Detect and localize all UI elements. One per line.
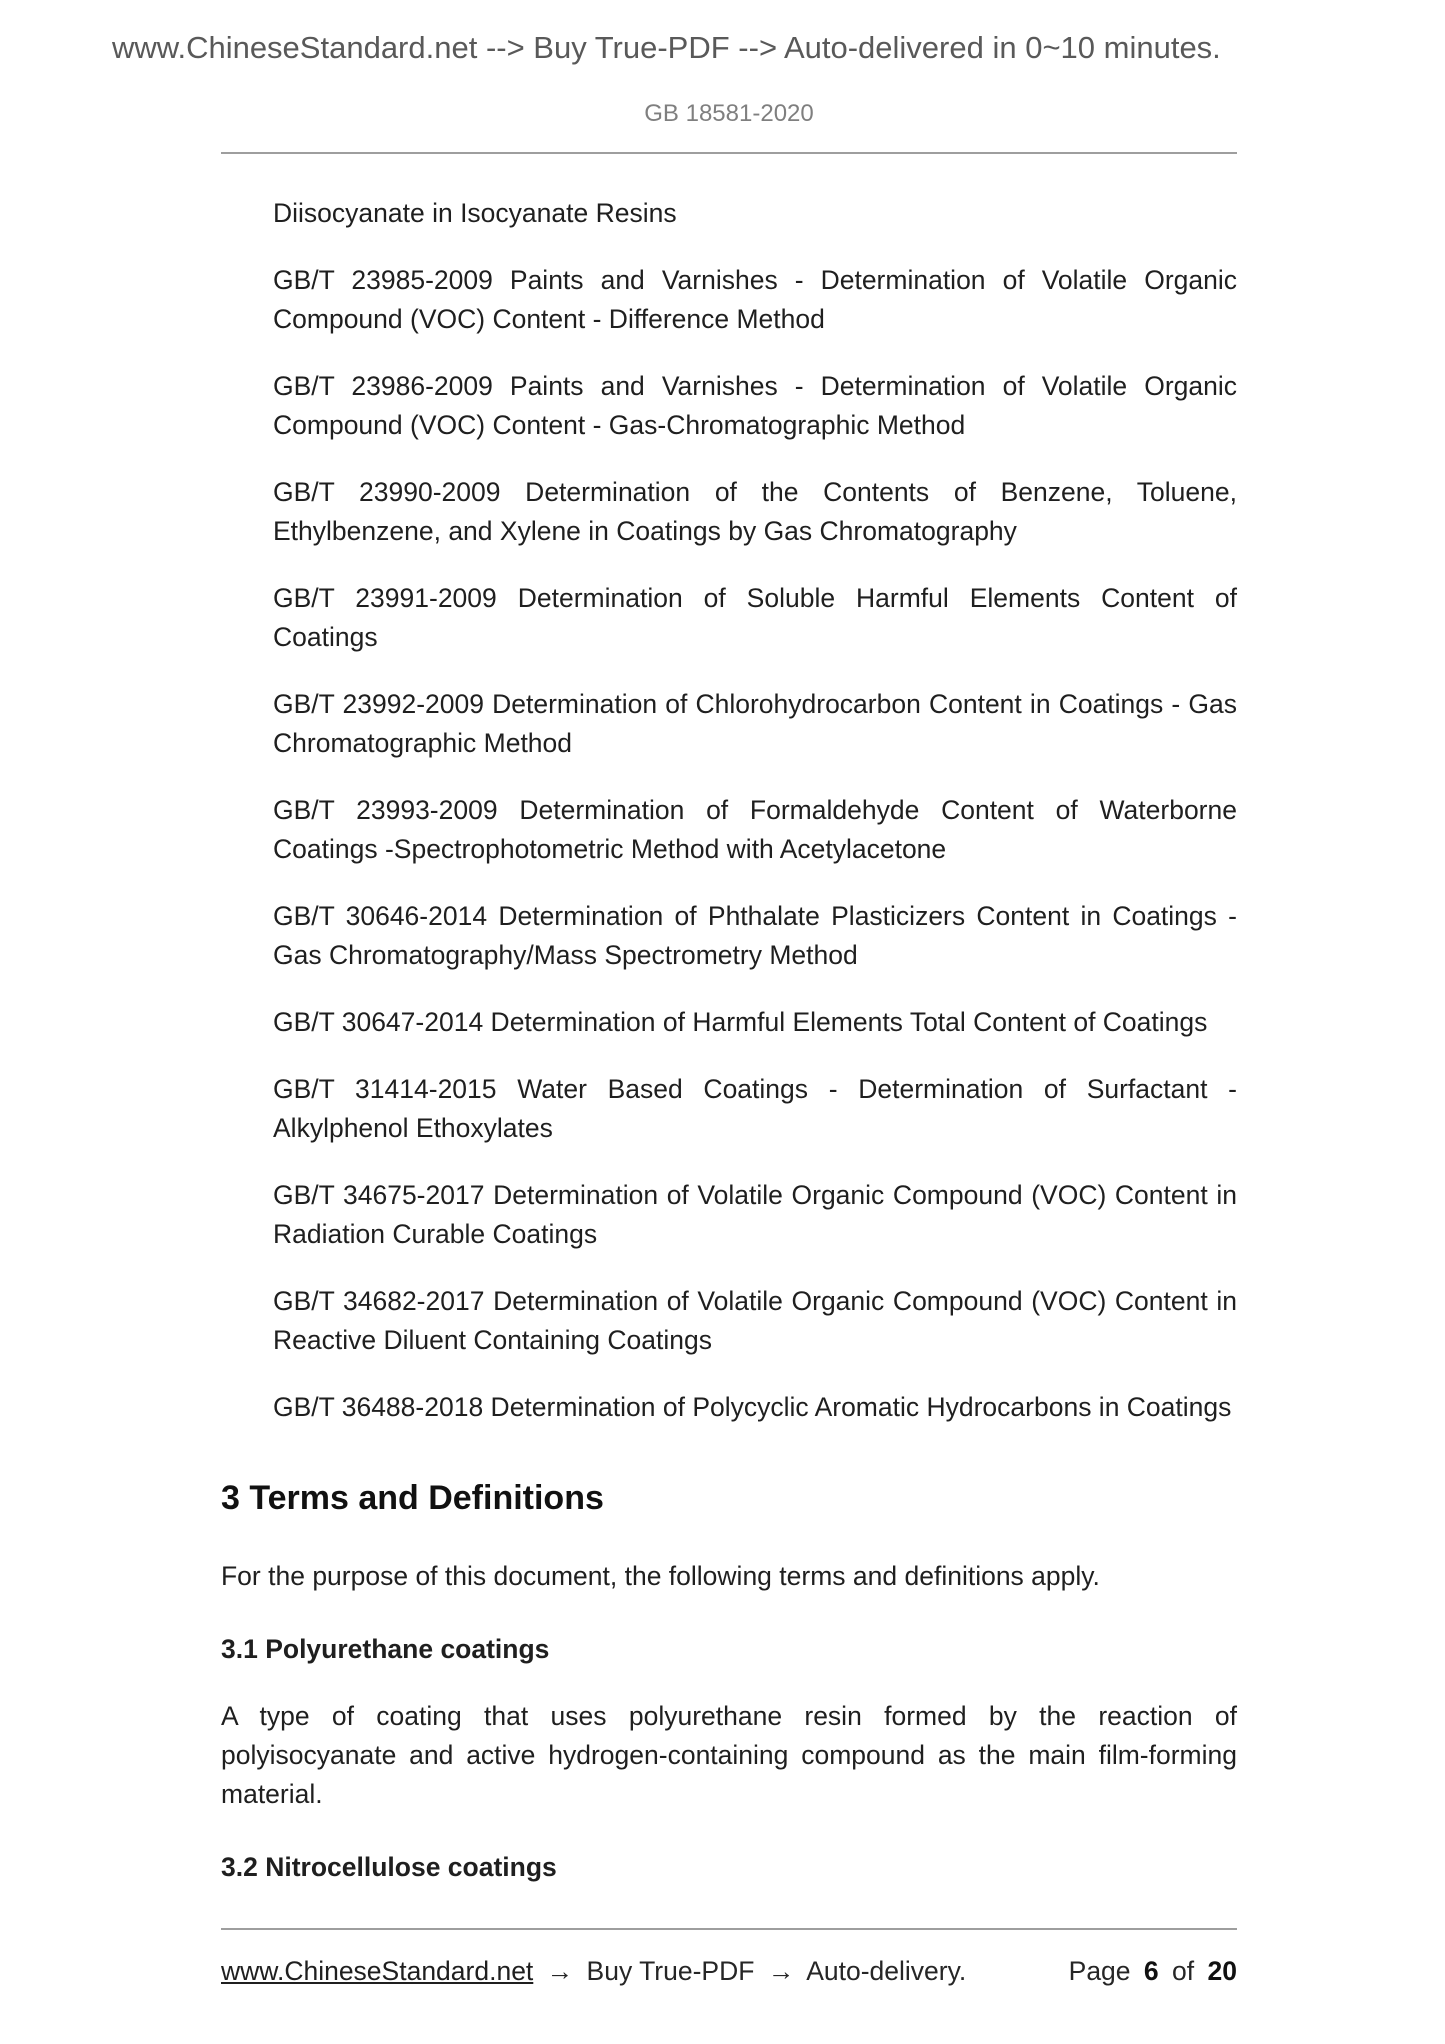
term-heading-3-2: 3.2 Nitrocellulose coatings	[221, 1852, 557, 1882]
footer-divider	[221, 1928, 1237, 1930]
reference-paragraph: GB/T 31414-2015 Water Based Coatings - Determination of Surfactant - Alkylphenol Ethoxylates	[273, 1074, 1237, 1143]
footer-site-line	[221, 1956, 972, 1987]
reference-paragraph: Diisocyanate in Isocyanate Resins	[273, 198, 677, 228]
term-definition-3-1: A type of coating that uses polyurethane resin formed by the reaction of polyisocyanate and active hydrogen-containing compound as the main film-forming material.	[221, 1701, 1237, 1809]
reference-paragraph: GB/T 23985-2009 Paints and Varnishes - Determination of Volatile Organic Compound (VOC) Content - Difference Method	[273, 265, 1237, 334]
reference-paragraph: GB/T 23991-2009 Determination of Soluble Harmful Elements Content of Coatings	[273, 583, 1237, 652]
of-label: of	[1172, 1956, 1195, 1986]
arrow-icon: →	[546, 1956, 574, 1986]
reference-paragraph: GB/T 23986-2009 Paints and Varnishes - Determination of Volatile Organic Compound (VOC) Content - Gas-Chromatographic Method	[273, 371, 1237, 440]
page-content	[221, 0, 1237, 1915]
reference-paragraph: GB/T 23992-2009 Determination of Chlorohydrocarbon Content in Coatings - Gas Chromatographic Method	[273, 689, 1237, 758]
reference-paragraph: GB/T 30646-2014 Determination of Phthalate Plasticizers Content in Coatings - Gas Chromatography/Mass Spectrometry Method	[273, 901, 1237, 970]
footer-buy-text: Buy True-PDF	[586, 1956, 755, 1986]
page-label: Page	[1068, 1956, 1131, 1986]
reference-paragraph: GB/T 23990-2009 Determination of the Contents of Benzene, Toluene, Ethylbenzene, and Xylene in Coatings by Gas Chromatography	[273, 477, 1237, 546]
page-number	[1063, 1956, 1237, 1987]
term-heading-3-1: 3.1 Polyurethane coatings	[221, 1634, 550, 1664]
page-footer	[221, 1928, 1237, 1987]
reference-paragraph: GB/T 36488-2018 Determination of Polycyclic Aromatic Hydrocarbons in Coatings	[273, 1392, 1232, 1422]
header-divider	[221, 152, 1237, 154]
arrow-icon: →	[767, 1956, 795, 1986]
document-code-header: GB 18581-2020	[644, 100, 814, 127]
reference-paragraph: GB/T 34675-2017 Determination of Volatile Organic Compound (VOC) Content in Radiation Curable Coatings	[273, 1180, 1237, 1249]
references-list	[221, 194, 1237, 1427]
section-heading: 3 Terms and Definitions	[221, 1479, 604, 1517]
reference-paragraph: GB/T 30647-2014 Determination of Harmful Elements Total Content of Coatings	[273, 1007, 1208, 1037]
reference-paragraph: GB/T 34682-2017 Determination of Volatile Organic Compound (VOC) Content in Reactive Diluent Containing Coatings	[273, 1286, 1237, 1355]
footer-delivery-text: Auto-delivery.	[806, 1956, 967, 1986]
page-total: 20	[1207, 1956, 1237, 1986]
section-intro: For the purpose of this document, the following terms and definitions apply.	[221, 1561, 1100, 1591]
promo-banner: www.ChineseStandard.net --> Buy True-PDF --> Auto-delivered in 0~10 minutes.	[112, 30, 1221, 65]
page-current: 6	[1143, 1956, 1159, 1986]
reference-paragraph: GB/T 23993-2009 Determination of Formaldehyde Content of Waterborne Coatings -Spectrophotometric Method with Acetylacetone	[273, 795, 1237, 864]
footer-site-link[interactable]: www.ChineseStandard.net	[221, 1956, 534, 1986]
